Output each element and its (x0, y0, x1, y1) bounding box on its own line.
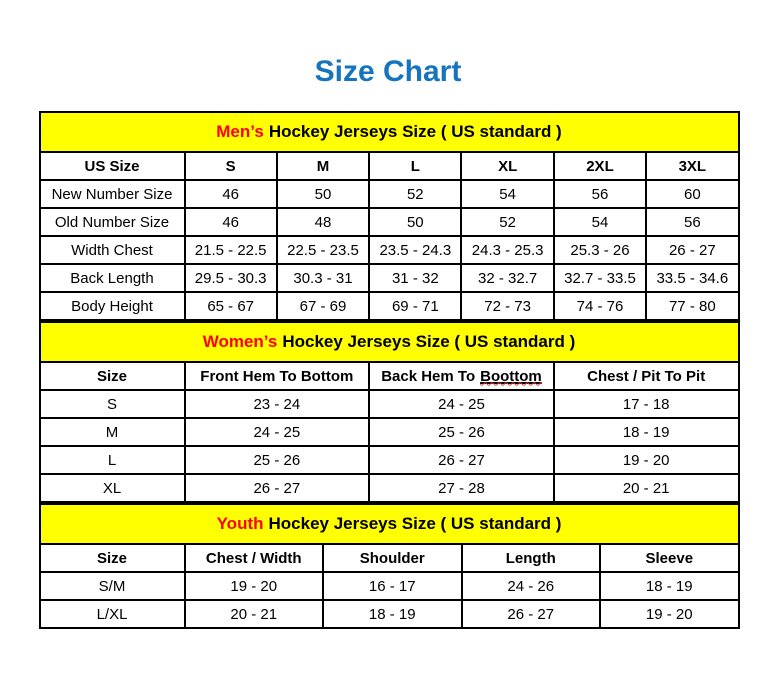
col-header-back-prefix: Back Hem To (381, 367, 476, 385)
mens-band-highlight: Men’s (216, 122, 264, 141)
mens-table-band (40, 112, 739, 152)
youth-size-table (39, 503, 740, 629)
value-cell: 32 - 32.7 (461, 264, 553, 292)
table-row (40, 418, 739, 446)
value-cell: 24 - 25 (185, 418, 370, 446)
value-cell: 25 - 26 (369, 418, 554, 446)
value-cell: 50 (369, 208, 461, 236)
value-cell: 24.3 - 25.3 (461, 236, 553, 264)
col-header: Sleeve (600, 544, 739, 572)
value-cell: 23.5 - 24.3 (369, 236, 461, 264)
table-row (40, 446, 739, 474)
value-cell: 18 - 19 (323, 600, 462, 628)
value-cell: 25 - 26 (185, 446, 370, 474)
value-cell: 77 - 80 (646, 292, 738, 320)
value-cell: 33.5 - 34.6 (646, 264, 738, 292)
col-header: 3XL (646, 152, 738, 180)
col-header: Shoulder (323, 544, 462, 572)
table-row (40, 474, 739, 502)
misspelled-word: Boottom (480, 367, 542, 385)
table-row (40, 390, 739, 418)
value-cell: 72 - 73 (461, 292, 553, 320)
value-cell: 56 (646, 208, 738, 236)
value-cell: 21.5 - 22.5 (185, 236, 277, 264)
value-cell: 24 - 26 (462, 572, 601, 600)
value-cell: 69 - 71 (369, 292, 461, 320)
value-cell: 18 - 19 (600, 572, 739, 600)
value-cell: 30.3 - 31 (277, 264, 369, 292)
value-cell: 48 (277, 208, 369, 236)
col-header: M (277, 152, 369, 180)
value-cell: 54 (554, 208, 646, 236)
row-label: L (40, 446, 185, 474)
youth-band-highlight: Youth (216, 514, 264, 533)
col-header: L (369, 152, 461, 180)
value-cell: 20 - 21 (185, 600, 324, 628)
row-label: New Number Size (40, 180, 185, 208)
col-header: Length (462, 544, 601, 572)
value-cell: 52 (369, 180, 461, 208)
row-label: S (40, 390, 185, 418)
col-header: XL (461, 152, 553, 180)
value-cell: 46 (185, 208, 277, 236)
value-cell: 26 - 27 (185, 474, 370, 502)
value-cell: 74 - 76 (554, 292, 646, 320)
size-chart-tables (39, 111, 738, 629)
table-row (40, 600, 739, 628)
row-label: Back Length (40, 264, 185, 292)
row-label: S/M (40, 572, 185, 600)
value-cell: 25.3 - 26 (554, 236, 646, 264)
womens-band-text: Hockey Jerseys Size ( US standard ) (282, 332, 576, 351)
value-cell: 50 (277, 180, 369, 208)
value-cell: 23 - 24 (185, 390, 370, 418)
col-header: Size (40, 362, 185, 390)
col-header: Size (40, 544, 185, 572)
page-title: Size Chart (314, 55, 462, 88)
value-cell: 16 - 17 (323, 572, 462, 600)
col-header (369, 362, 554, 390)
col-header: Front Hem To Bottom (185, 362, 370, 390)
value-cell: 52 (461, 208, 553, 236)
value-cell: 19 - 20 (600, 600, 739, 628)
value-cell: 31 - 32 (369, 264, 461, 292)
col-header: S (185, 152, 277, 180)
womens-table-band (40, 322, 739, 362)
table-row (40, 572, 739, 600)
value-cell: 26 - 27 (369, 446, 554, 474)
table-row (40, 292, 739, 320)
row-label: XL (40, 474, 185, 502)
value-cell: 26 - 27 (462, 600, 601, 628)
womens-size-table (39, 321, 740, 503)
col-header: Chest / Pit To Pit (554, 362, 739, 390)
value-cell: 19 - 20 (554, 446, 739, 474)
col-header: US Size (40, 152, 185, 180)
value-cell: 56 (554, 180, 646, 208)
value-cell: 60 (646, 180, 738, 208)
youth-table-band (40, 504, 739, 544)
col-header: Chest / Width (185, 544, 324, 572)
value-cell: 20 - 21 (554, 474, 739, 502)
value-cell: 46 (185, 180, 277, 208)
value-cell: 65 - 67 (185, 292, 277, 320)
value-cell: 22.5 - 23.5 (277, 236, 369, 264)
value-cell: 18 - 19 (554, 418, 739, 446)
table-row (40, 236, 739, 264)
value-cell: 29.5 - 30.3 (185, 264, 277, 292)
value-cell: 32.7 - 33.5 (554, 264, 646, 292)
row-label: M (40, 418, 185, 446)
value-cell: 67 - 69 (277, 292, 369, 320)
value-cell: 17 - 18 (554, 390, 739, 418)
mens-band-text: Hockey Jerseys Size ( US standard ) (268, 122, 562, 141)
table-row (40, 180, 739, 208)
mens-size-table (39, 111, 740, 321)
row-label: Body Height (40, 292, 185, 320)
row-label: L/XL (40, 600, 185, 628)
row-label: Old Number Size (40, 208, 185, 236)
value-cell: 19 - 20 (185, 572, 324, 600)
value-cell: 24 - 25 (369, 390, 554, 418)
row-label: Width Chest (40, 236, 185, 264)
youth-band-text: Hockey Jerseys Size ( US standard ) (268, 514, 562, 533)
table-row (40, 208, 739, 236)
value-cell: 26 - 27 (646, 236, 738, 264)
value-cell: 54 (461, 180, 553, 208)
table-row (40, 264, 739, 292)
womens-band-highlight: Women’s (202, 332, 278, 351)
value-cell: 27 - 28 (369, 474, 554, 502)
col-header: 2XL (554, 152, 646, 180)
